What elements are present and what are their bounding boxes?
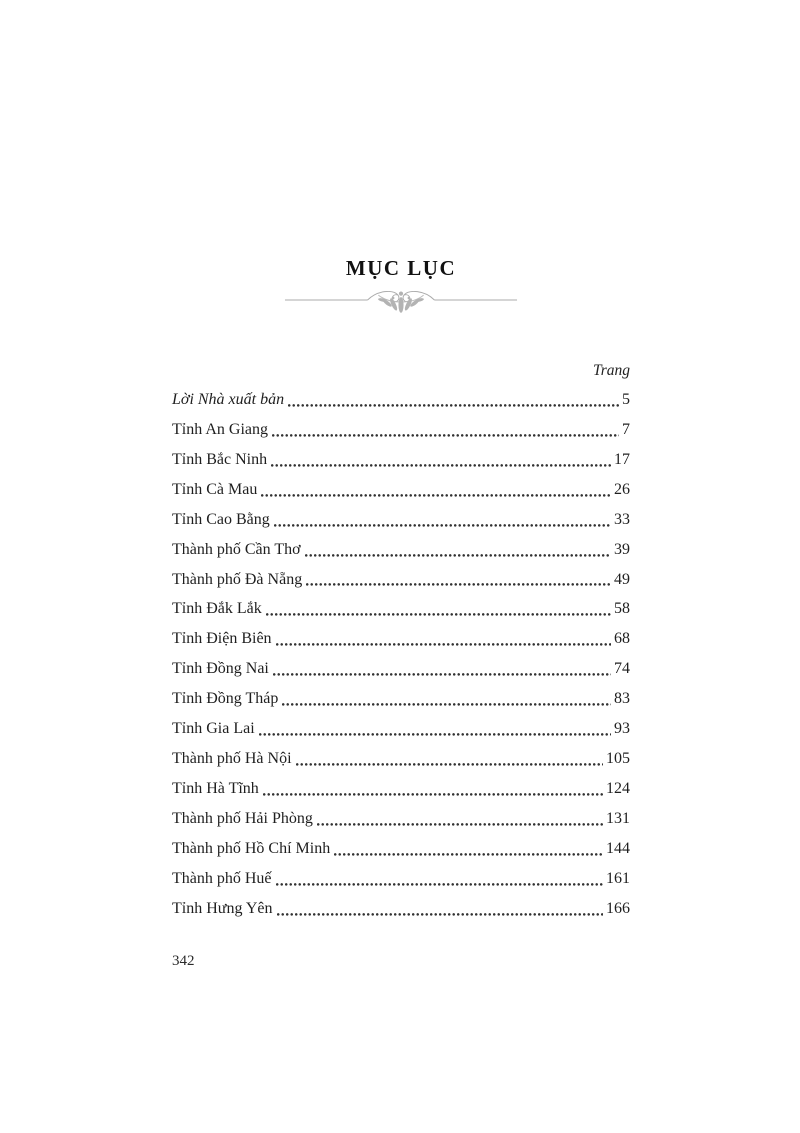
toc-entry-label: Tỉnh Đắk Lắk bbox=[172, 600, 262, 618]
flourish-divider-icon bbox=[283, 286, 519, 316]
dot-leader bbox=[277, 894, 603, 924]
dot-leader bbox=[259, 714, 611, 744]
dot-leader bbox=[334, 834, 603, 864]
dot-leader bbox=[266, 594, 611, 624]
toc-entry bbox=[172, 774, 630, 804]
toc-entry-label: Thành phố Hà Nội bbox=[172, 750, 292, 768]
toc-entry-label: Tỉnh An Giang bbox=[172, 420, 268, 438]
toc-entry-label: Tỉnh Bắc Ninh bbox=[172, 450, 268, 468]
toc-entry-page: 7 bbox=[622, 420, 630, 438]
toc-entry bbox=[172, 894, 630, 924]
toc-entry-label: Tỉnh Hà Tĩnh bbox=[172, 779, 259, 797]
dot-leader bbox=[276, 864, 603, 894]
toc-entry-page: 161 bbox=[606, 869, 630, 887]
toc-entry-label: Thành phố Hải Phòng bbox=[172, 809, 313, 827]
toc-entry bbox=[172, 535, 630, 565]
toc-entry bbox=[172, 445, 630, 475]
toc-entry bbox=[172, 684, 630, 714]
toc-entry-label: Tỉnh Hưng Yên bbox=[172, 899, 273, 917]
page-column-header: Trang bbox=[592, 362, 630, 379]
toc-entry-label: Tỉnh Gia Lai bbox=[172, 720, 255, 738]
toc-entry-page: 33 bbox=[614, 510, 630, 528]
toc-entry-page: 68 bbox=[614, 630, 630, 648]
dot-leader bbox=[271, 445, 611, 475]
toc-entry-label: Tỉnh Đồng Tháp bbox=[172, 690, 279, 708]
dot-leader bbox=[274, 505, 611, 535]
toc-entry-label: Tỉnh Cà Mau bbox=[172, 480, 258, 498]
toc-entry bbox=[172, 864, 630, 894]
toc-entry-label: Lời Nhà xuất bản bbox=[172, 391, 285, 408]
dot-leader bbox=[282, 684, 611, 714]
toc-entry bbox=[172, 594, 630, 624]
toc-entry-label: Tỉnh Điện Biên bbox=[172, 630, 272, 648]
dot-leader bbox=[288, 385, 619, 415]
toc-entry-page: 26 bbox=[614, 480, 630, 498]
toc-entry bbox=[172, 385, 630, 415]
toc-entry bbox=[172, 624, 630, 654]
toc-entry-page: 93 bbox=[614, 720, 630, 738]
toc-entry-page: 39 bbox=[614, 540, 630, 558]
toc-entry bbox=[172, 714, 630, 744]
dot-leader bbox=[317, 804, 603, 834]
toc-entry bbox=[172, 415, 630, 445]
toc-entry-page: 83 bbox=[614, 690, 630, 708]
toc-list bbox=[172, 385, 630, 924]
dot-leader bbox=[263, 774, 603, 804]
toc-entry-label: Thành phố Hồ Chí Minh bbox=[172, 839, 331, 857]
toc-entry-label: Thành phố Cần Thơ bbox=[172, 540, 301, 558]
dot-leader bbox=[273, 654, 611, 684]
page-title: MỤC LỤC bbox=[345, 256, 457, 280]
dot-leader bbox=[305, 535, 611, 565]
toc-entry bbox=[172, 834, 630, 864]
toc-entry bbox=[172, 654, 630, 684]
toc-entry-label: Tỉnh Đồng Nai bbox=[172, 660, 269, 678]
toc-entry bbox=[172, 744, 630, 774]
dot-leader bbox=[276, 624, 611, 654]
toc-entry-label: Thành phố Đà Nẵng bbox=[172, 570, 303, 588]
toc-entry-page: 49 bbox=[614, 570, 630, 588]
toc-entry-page: 17 bbox=[614, 450, 630, 468]
toc-entry-page: 58 bbox=[614, 600, 630, 618]
toc-entry-page: 131 bbox=[606, 809, 630, 827]
dot-leader bbox=[272, 415, 619, 445]
toc-entry-page: 166 bbox=[606, 899, 630, 917]
dot-leader bbox=[261, 475, 611, 505]
toc-entry-label: Thành phố Huế bbox=[172, 869, 272, 887]
dot-leader bbox=[296, 744, 603, 774]
toc-entry bbox=[172, 475, 630, 505]
toc-entry bbox=[172, 505, 630, 535]
toc-entry bbox=[172, 804, 630, 834]
toc-entry-page: 74 bbox=[614, 660, 630, 678]
footer-page-number: 342 bbox=[172, 953, 195, 969]
dot-leader bbox=[306, 565, 611, 595]
toc-entry-page: 105 bbox=[606, 750, 630, 768]
toc-entry bbox=[172, 565, 630, 595]
toc-entry-label: Tỉnh Cao Bằng bbox=[172, 510, 270, 528]
toc-entry-page: 144 bbox=[606, 839, 630, 857]
toc-entry-page: 5 bbox=[622, 391, 630, 408]
toc-entry-page: 124 bbox=[606, 779, 630, 797]
